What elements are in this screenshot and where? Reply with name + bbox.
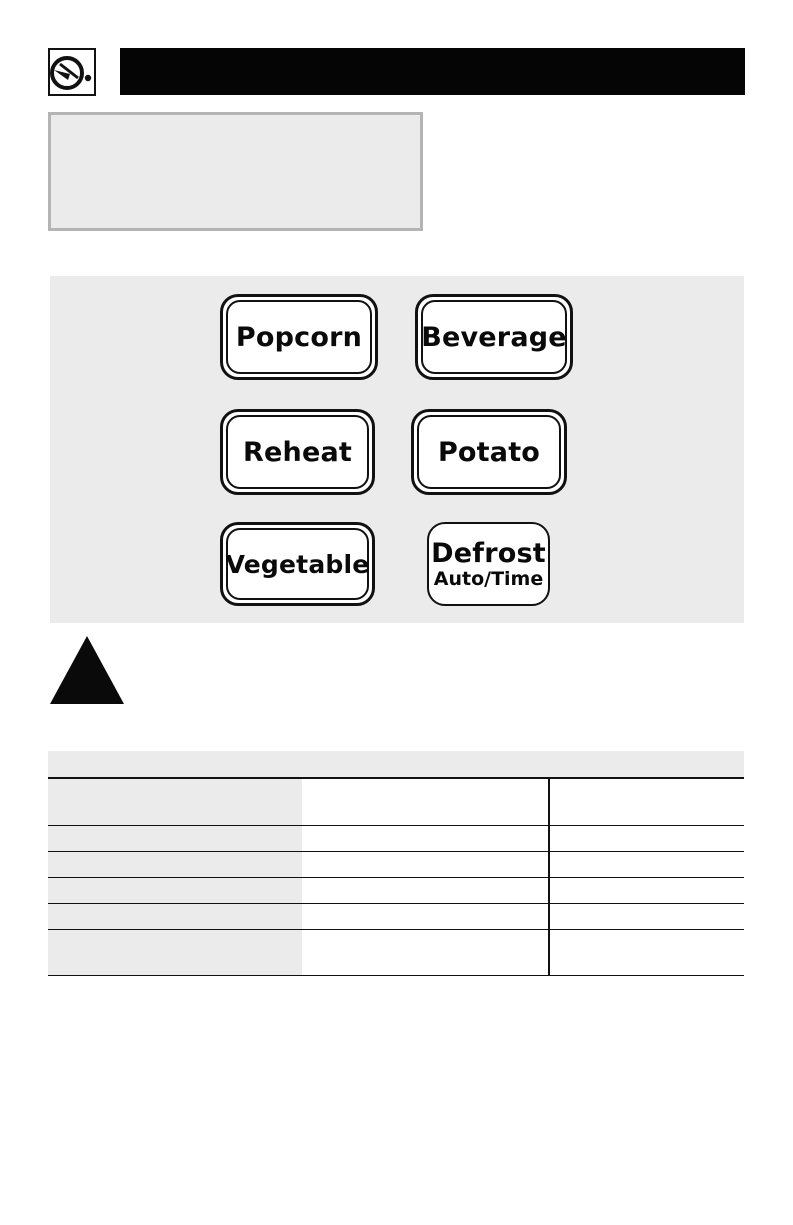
table-row: [48, 930, 744, 976]
table-cell: [48, 779, 302, 825]
table-cell: [550, 930, 744, 975]
table-row: [48, 904, 744, 930]
table-cell: [48, 826, 302, 851]
table-cell: [48, 904, 302, 929]
beverage-button[interactable]: [415, 294, 573, 380]
table-header: [48, 751, 744, 779]
defrost-button[interactable]: [427, 522, 550, 606]
beverage-label: Beverage: [421, 321, 567, 353]
warning-triangle-icon: [48, 634, 126, 706]
table-cell: [550, 904, 744, 929]
table-row: [48, 852, 744, 878]
dial-hand-icon: [48, 48, 96, 96]
potato-button[interactable]: [411, 409, 567, 495]
table-cell: [302, 779, 550, 825]
cooking-table: [48, 751, 744, 976]
defrost-sub-label: Auto/Time: [433, 567, 544, 590]
table-row: [48, 878, 744, 904]
table-cell: [48, 852, 302, 877]
potato-label: Potato: [437, 436, 541, 468]
table-cell: [302, 904, 550, 929]
note-box: [48, 112, 423, 231]
table-cell: [550, 826, 744, 851]
table-cell: [550, 779, 744, 825]
table-cell: [550, 878, 744, 903]
table-cell: [302, 878, 550, 903]
popcorn-button[interactable]: [220, 294, 378, 380]
defrost-label: Defrost: [431, 537, 546, 569]
table-row: [48, 826, 744, 852]
table-cell: [302, 930, 550, 975]
vegetable-label: Vegetable: [225, 549, 370, 579]
table-cell: [48, 930, 302, 975]
popcorn-label: Popcorn: [235, 321, 363, 353]
table-row: [48, 779, 744, 826]
section-header-bar: [120, 48, 745, 95]
keypad-panel: [50, 276, 744, 623]
table-cell: [48, 878, 302, 903]
reheat-label: Reheat: [243, 436, 352, 468]
table-cell: [550, 852, 744, 877]
vegetable-button[interactable]: [220, 522, 375, 606]
reheat-button[interactable]: [220, 409, 375, 495]
table-cell: [302, 852, 550, 877]
table-cell: [302, 826, 550, 851]
